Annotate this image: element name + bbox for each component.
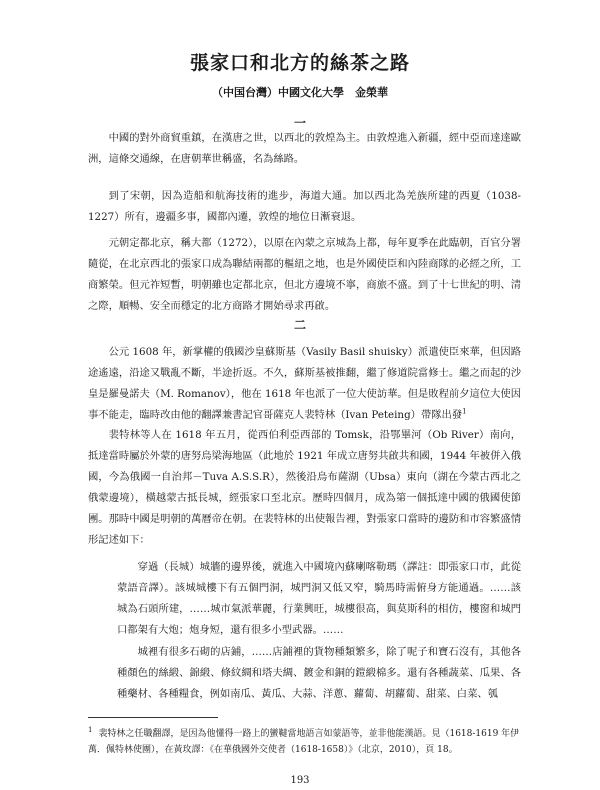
- footnote-divider: [88, 717, 218, 718]
- paragraph-3: 元朝定都北京，稱大都（1272），以原在內蒙之京城為上都，每年夏季在此臨朝，百官分署隨從，在北京西北的張家口成為聯結兩都的樞紐之地，也是外國使臣和內陸商隊的必經之所，工商繁榮。但元祚短暫，明朝雖也定都北京，但北方邊境不寧，商旅不盛。到了十七世紀的明、清之際，順暢、安全而穩定的北方商路才開始尋求再啟。: [88, 237, 521, 312]
- author-line: （中国台灣）中國文化大學 金榮華: [212, 86, 388, 99]
- footnote-mark: 1: [88, 726, 93, 734]
- paragraph-5: 裴特林等人在 1618 年五月，從西伯利亞西部的 Tomsk，沿鄂畢河（Ob River）南向，抵達當時屬於外蒙的唐努烏梁海地區（此地於 1921 年成立唐努共啟共和國，1944 年被併入俄國，今為俄國一自治邦－Tuva A.S.S.R），然後沿烏布薩湖（Ubsa）東向（湖在今蒙古西北之俄蒙邊境），橫越蒙古抵長城，經張家口至北京。歷時四個月，成為第一個抵達中國的俄國使節團。那時中國是明朝的萬曆帝在朝。在裴特林的出使報告裡，對張家口當時的邊防和市容繁盛情形記述如下：: [88, 429, 521, 546]
- footnote-text: 裴特林之任職翻譯，是因為他懂得一路上的蠻韃當地語言如蒙語等，並非他能漢語。見（1618-1619 年伊萬．佩特林使團），在黃玫譯：《在華俄國外交使者（1618-1658）》（北京，2010），頁 18。: [88, 729, 520, 755]
- section-heading-one: 一: [293, 116, 306, 130]
- quote-1: 穿過（長城）城牆的邊界後，就進入中國境內蘇喇喀勒瑪（譯註：即張家口市，此從蒙語音譯）。該城城樓下有五個門洞，城門洞又低又窄，騎馬時需俯身方能通過。……該城為石頭所建，……城市氣派華麗，行業興旺，城樓很高，與莫斯科的相仿，樓窗和城門口都架有大炮；炮身短，還有很多小型武器。……: [117, 561, 521, 636]
- footnote: [88, 722, 521, 758]
- page-title: 張家口和北方的絲茶之路: [189, 52, 410, 74]
- section-heading-two: 二: [293, 318, 306, 332]
- footnote-reference: 1: [462, 407, 467, 416]
- paragraph-4: [88, 342, 521, 426]
- quote-2: 城裡有很多石砌的店鋪，……店鋪裡的貨物種類繁多，除了呢子和寶石沒有，其他各種顏色的絲緞、錦緞、條紋綢和塔夫綢、鍍金和銅的鎧緞棉多。還有各種蔬菜、瓜果、各種藥材、各種糧食，例如南瓜、黃瓜、大蒜、洋蔥、蘿蔔、胡蘿蔔、甜菜、白菜、瓠: [117, 646, 521, 700]
- paragraph-4-text: 公元 1608 年，新掌權的俄國沙皇蘇斯基（Vasily Basil shuisky）派遣使臣來華，但因路途遙遠，沿途又戰亂不斷，半途折返。不久，蘇斯基被推翻，繼了修道院當修士。繼之而起的沙皇是羅曼諾夫（M. Romanov），他在 1618 年也派了一位大使訪華。但是敗程前夕這位大使因事不能走，臨時改由他的翻譯兼書記官哥薩克人裴特林（Ivan Peteing）帶隊出發: [88, 346, 521, 421]
- paragraph-2: 到了宋朝，因為造船和航海技術的進步，海道大通。加以西北為羌族所建的西夏（1038-1227）所有，邊疆多事，國都內遷，敦煌的地位日漸衰退。: [88, 190, 521, 223]
- paragraph-1: 中國的對外商貿重鎮，在漢唐之世，以西北的敦煌為主。由敦煌進入新疆，經中亞而達達歐洲，這條交通線，在唐朝華世稱盛，名為絲路。: [88, 132, 521, 165]
- page-number: 193: [290, 775, 310, 786]
